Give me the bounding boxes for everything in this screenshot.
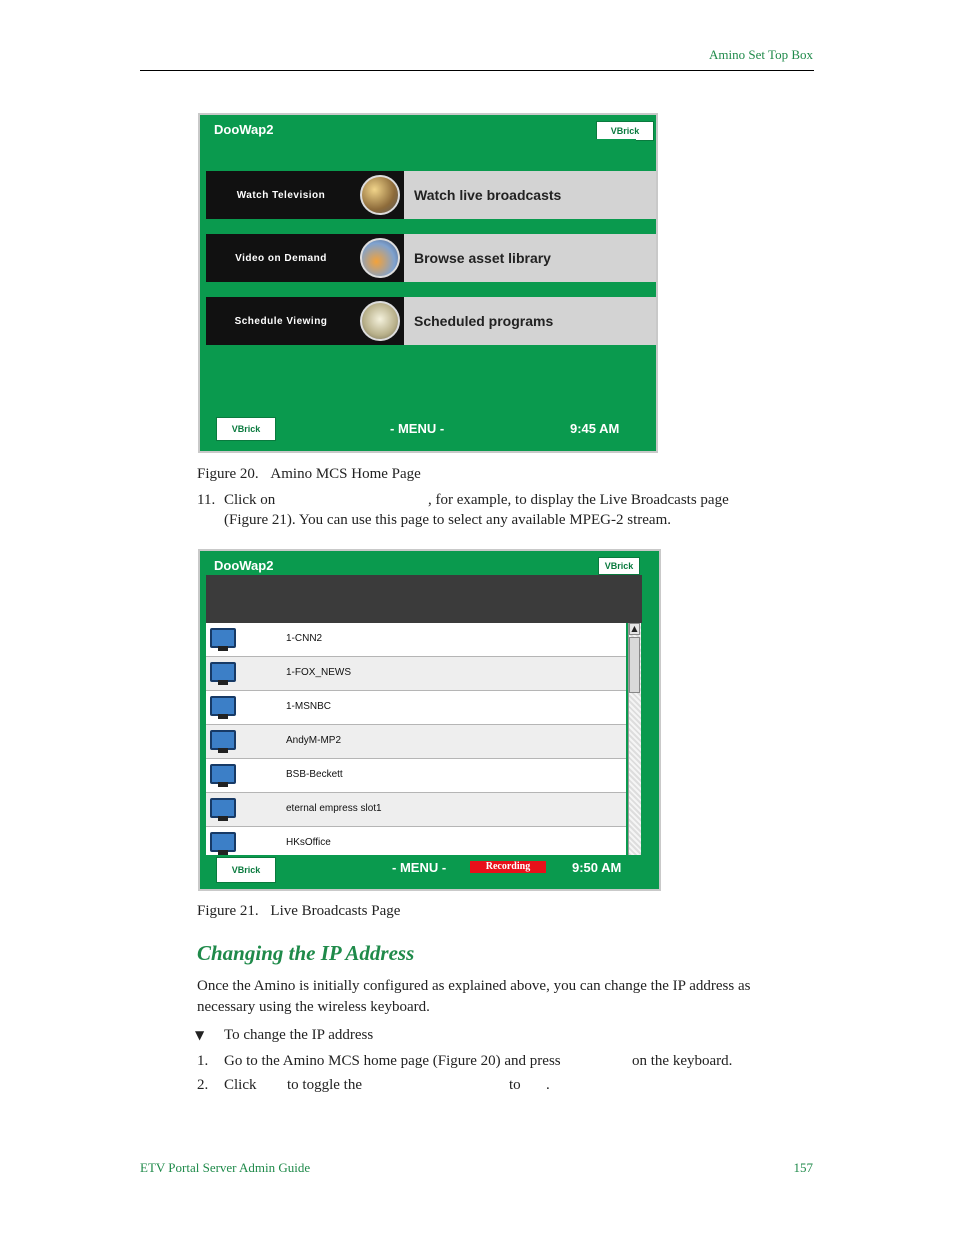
page-number: 157 [793,1160,813,1175]
list-scrollbar[interactable] [628,623,641,855]
recording-badge: Recording [470,861,546,873]
menu-label: Schedule Viewing [206,297,356,345]
list-item[interactable] [206,759,626,793]
menu-row-schedule-viewing[interactable] [206,297,658,345]
step-11-text-before: Click on [224,492,276,508]
menu-label: Video on Demand [206,234,356,282]
step-11-text-after: , for example, to display the Live Broadcasts page [428,492,729,508]
menu-description: Browse asset library [404,234,658,282]
monitor-icon [210,662,236,682]
stream-name: HKsOffice [286,837,331,848]
stream-name: AndyM-MP2 [286,735,342,746]
menu-description: Watch live broadcasts [404,171,658,219]
vbrick-logo-footer: VBrick [216,417,276,441]
vbrick-logo-footer: VBrick [216,857,276,883]
section-intro-line1: Once the Amino is initially configured as explained above, you can change the IP address as [197,978,751,994]
figure20-caption [197,466,421,483]
landscape-icon [356,234,404,282]
figure20-window-title: DooWap2 [206,121,596,139]
monitor-icon [210,832,236,852]
clock-time: 9:45 AM [570,421,620,436]
monitor-icon [210,730,236,750]
stream-name: 1-FOX_NEWS [286,667,352,678]
clock-time: 9:50 AM [572,860,622,875]
running-head: Amino Set Top Box [709,47,813,62]
figure21-caption [197,903,400,920]
list-item[interactable] [206,623,626,657]
figure20-caption-text: Amino MCS Home Page [270,466,421,482]
menu-description: Scheduled programs [404,297,658,345]
list-item[interactable] [206,793,626,827]
list-item[interactable] [206,691,626,725]
monitor-icon [210,628,236,648]
figure21-screenshot [198,549,661,891]
monitor-icon [210,696,236,716]
scroll-up-arrow-icon[interactable]: ▲ [629,623,640,635]
figure20-caption-label: Figure 20. [197,466,259,482]
figure21-caption-text: Live Broadcasts Page [270,903,401,919]
section-heading: Changing the IP Address [197,941,415,965]
figure21-window-title: DooWap2 [206,557,598,575]
scrollbar-thumb[interactable] [629,637,640,693]
stream-name: BSB-Beckett [286,769,343,780]
stream-list [206,623,626,856]
list-item[interactable] [206,725,626,759]
figure21-caption-label: Figure 21. [197,903,259,919]
step-1-text-part1: Go to the Amino MCS home page (Figure 20) and press [224,1053,561,1069]
vbrick-logo: VBrick [596,121,654,141]
procedure-marker-icon: ▼ [195,1028,205,1042]
step-11-text-line2: (Figure 21). You can use this page to select any available MPEG-2 stream. [224,512,671,528]
stream-name: 1-CNN2 [286,633,323,644]
figure20-screenshot [198,113,658,453]
menu-label: Watch Television [206,171,356,219]
footer-title: ETV Portal Server Admin Guide [140,1160,311,1175]
menu-label[interactable]: - MENU - [392,860,447,875]
list-item[interactable] [206,657,626,691]
monitor-icon [210,764,236,784]
vbrick-logo: VBrick [598,557,640,575]
monitor-icon [210,798,236,818]
menu-label[interactable]: - MENU - [390,421,445,436]
list-item[interactable] [206,827,626,856]
step-2-text-part3: to [509,1077,521,1093]
step-1-text-part2: on the keyboard. [632,1053,733,1069]
step-2-number: 2. [197,1077,209,1093]
stream-name: eternal empress slot1 [286,803,382,814]
step-2-text-part2: to toggle the [287,1077,362,1093]
procedure-title: To change the IP address [224,1027,374,1043]
section-intro-line2: necessary using the wireless keyboard. [197,999,430,1015]
step-2-text-part4: . [546,1077,550,1093]
menu-row-watch-television[interactable] [206,171,658,219]
step-2-text-part1: Click [224,1077,257,1093]
broadcast-tower-icon [356,171,404,219]
clock-icon [356,297,404,345]
step-1-number: 1. [197,1053,209,1069]
step-11-number: 11. [197,492,216,508]
menu-row-video-on-demand[interactable] [206,234,658,282]
stream-name: 1-MSNBC [286,701,332,712]
header-rule [140,70,814,71]
